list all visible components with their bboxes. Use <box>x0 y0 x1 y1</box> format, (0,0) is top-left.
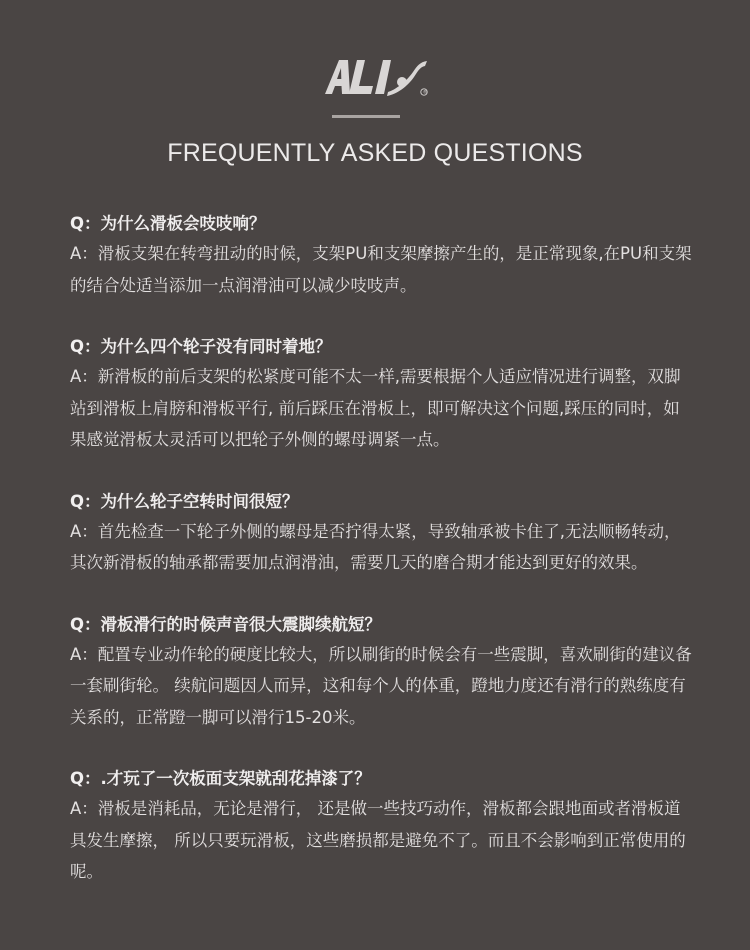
faq-answer: A：配置专业动作轮的硬度比较大，所以刷街的时候会有一些震脚，喜欢刷街的建议备一套刷街轮。 续航问题因人而异，这和每个人的体重，蹬地力度还有滑行的熟练度有关系的，正常蹬一脚可以滑行15-20米。 <box>70 644 692 727</box>
faq-answer: A：滑板支架在转弯扭动的时候，支架PU和支架摩擦产生的，是正常现象,在PU和支架的结合处适当添加一点润滑油可以减少吱吱声。 <box>70 244 692 295</box>
logo-dot <box>397 77 407 87</box>
faq-item <box>70 330 692 456</box>
logo-letter-a <box>325 60 350 94</box>
faq-answer: A：新滑板的前后支架的松紧度可能不太一样,需要根据个人适应情况进行调整，双脚站到滑板上肩膀和滑板平行, 前后踩压在滑板上，即可解决这个问题,踩压的同时，如果感觉滑板太灵活可以把轮子外侧的螺母调紧一点。 <box>70 367 681 449</box>
title-divider <box>332 115 400 118</box>
faq-item <box>70 762 692 888</box>
faq-question: Q：.才玩了一次板面支架就刮花掉漆了？ <box>70 769 371 788</box>
page-title: FREQUENTLY ASKED QUESTIONS <box>167 139 583 167</box>
faq-answer: A：首先检查一下轮子外侧的螺母是否拧得太紧，导致轴承被卡住了,无法顺畅转动， 其次新滑板的轴承都需要加点润滑油，需要几天的磨合期才能达到更好的效果。 <box>70 521 681 572</box>
faq-answer: A：滑板是消耗品，无论是滑行， 还是做一些技巧动作，滑板都会跟地面或者滑板道具发生摩擦， 所以只要玩滑板，这些磨损都是避免不了。而且不会影响到正常使用的呢。 <box>70 799 686 881</box>
faq-question: Q：滑板滑行的时候声音很大震脚续航短？ <box>70 614 382 634</box>
faq-question: Q：为什么轮子空转时间很短？ <box>70 491 299 511</box>
logo-letter-l <box>349 60 373 94</box>
logo-swoosh <box>375 60 391 94</box>
faq-question: Q：为什么滑板会吱吱响？ <box>70 214 266 233</box>
faq-question: Q：为什么四个轮子没有同时着地？ <box>70 337 332 356</box>
faq-list <box>70 207 692 888</box>
brand-logo <box>323 56 431 100</box>
faq-item <box>70 485 692 579</box>
logo-registered-letter: ® <box>422 90 428 96</box>
faq-item <box>70 608 692 734</box>
faq-item <box>70 207 692 301</box>
